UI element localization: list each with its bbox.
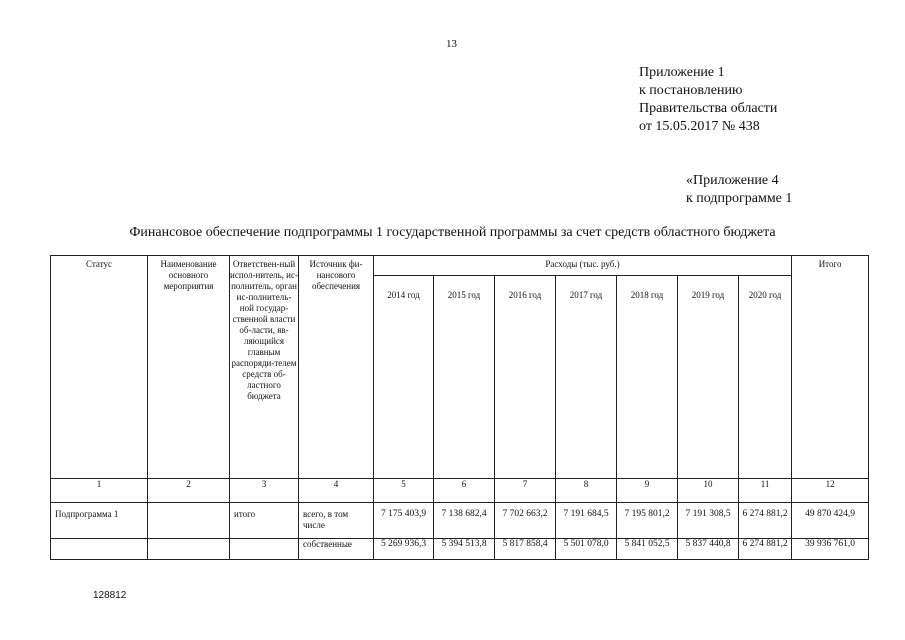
- cell-status: [51, 539, 148, 560]
- footer-code: 128812: [93, 590, 127, 601]
- document-title: Финансовое обеспечение подпрограммы 1 государственной программы за счет средств областного бюджета: [129, 225, 776, 240]
- column-number: 3: [230, 479, 299, 503]
- header-year: 2016 год: [495, 276, 556, 479]
- column-number: 4: [299, 479, 374, 503]
- appendix-line: Приложение 1: [639, 65, 725, 80]
- appendix2-block: [686, 172, 792, 208]
- table-row: [51, 539, 869, 560]
- appendix-line: Правительства области: [639, 101, 778, 116]
- cell-value: 7 175 403,9: [374, 503, 434, 539]
- header-name: Наименование основного мероприятия: [148, 256, 230, 479]
- header-source: Источник фи-нансового обеспечения: [299, 256, 374, 479]
- column-number: 12: [792, 479, 869, 503]
- cell-value: 5 394 513,8: [434, 539, 495, 560]
- cell-value: 5 501 078,0: [556, 539, 617, 560]
- column-number: 10: [678, 479, 739, 503]
- cell-status: Подпрограмма 1: [51, 503, 148, 539]
- appendix-line: от 15.05.2017 № 438: [639, 119, 760, 134]
- header-total: Итого: [792, 256, 869, 479]
- column-number: 8: [556, 479, 617, 503]
- column-number: 1: [51, 479, 148, 503]
- appendix-block: [639, 64, 777, 136]
- column-number: 2: [148, 479, 230, 503]
- header-year: 2018 год: [617, 276, 678, 479]
- cell-name: [148, 503, 230, 539]
- header-year: 2014 год: [374, 276, 434, 479]
- cell-value: 5 269 936,3: [374, 539, 434, 560]
- cell-value: 7 138 682,4: [434, 503, 495, 539]
- cell-total: 49 870 424,9: [792, 503, 869, 539]
- header-year: 2020 год: [739, 276, 792, 479]
- header-year: 2017 год: [556, 276, 617, 479]
- cell-value: 7 702 663,2: [495, 503, 556, 539]
- header-year: 2015 год: [434, 276, 495, 479]
- cell-source: собственные: [299, 539, 374, 560]
- column-number-row: [51, 479, 869, 503]
- cell-executor: итого: [230, 503, 299, 539]
- cell-source: всего, в том числе: [299, 503, 374, 539]
- cell-executor: [230, 539, 299, 560]
- column-number: 11: [739, 479, 792, 503]
- cell-total: 39 936 761,0: [792, 539, 869, 560]
- cell-value: 7 191 684,5: [556, 503, 617, 539]
- header-status: Статус: [51, 256, 148, 479]
- appendix2-line: «Приложение 4: [686, 173, 779, 188]
- cell-value: 5 817 858,4: [495, 539, 556, 560]
- header-expenses: Расходы (тыс. руб.): [374, 256, 792, 276]
- cell-name: [148, 539, 230, 560]
- column-number: 6: [434, 479, 495, 503]
- cell-value: 7 195 801,2: [617, 503, 678, 539]
- financing-table: [50, 255, 869, 560]
- column-number: 9: [617, 479, 678, 503]
- cell-value: 5 837 440,8: [678, 539, 739, 560]
- cell-value: 6 274 881,2: [739, 539, 792, 560]
- header-year: 2019 год: [678, 276, 739, 479]
- table-row: [51, 503, 869, 539]
- appendix2-line: к подпрограмме 1: [686, 191, 793, 206]
- page-number: 13: [446, 38, 457, 50]
- appendix-line: к постановлению: [639, 83, 743, 98]
- cell-value: 5 841 052,5: [617, 539, 678, 560]
- cell-value: 7 191 308,5: [678, 503, 739, 539]
- column-number: 5: [374, 479, 434, 503]
- column-number: 7: [495, 479, 556, 503]
- header-executor: Ответствен-ный испол-нитель, ис-полнитель, орган ис-полнитель-ной государ-ственной власти об-ласти, яв-ляющийся главным распоряди-телем средств об-ластного бюджета: [230, 256, 299, 479]
- cell-value: 6 274 881,2: [739, 503, 792, 539]
